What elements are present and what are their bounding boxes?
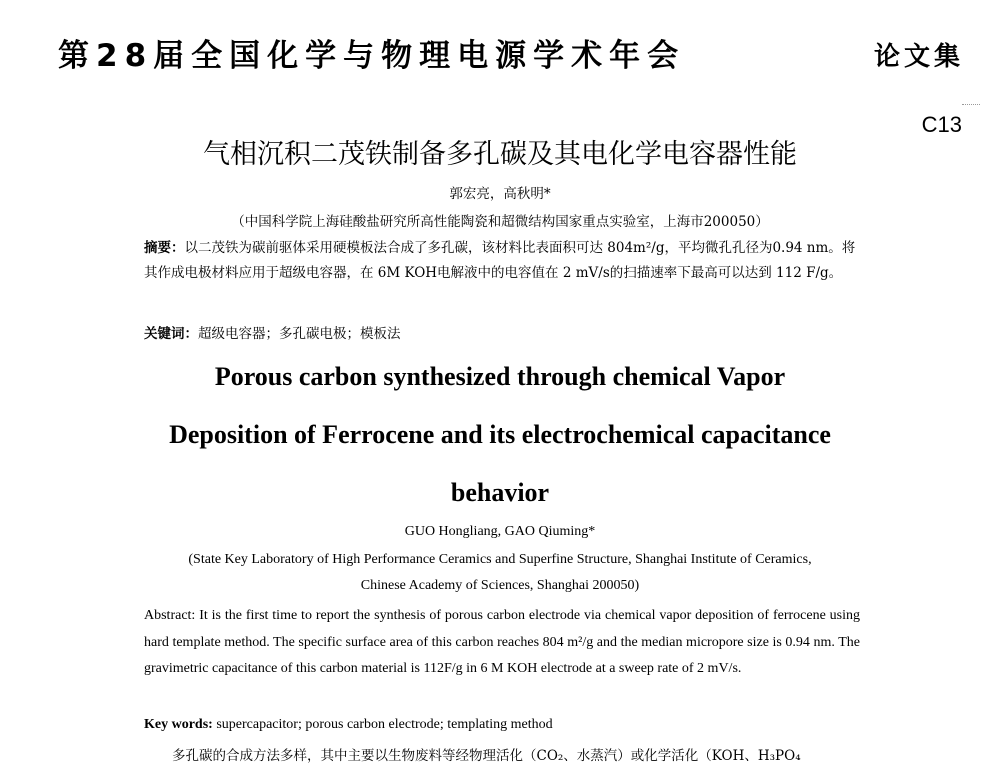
english-authors: GUO Hongliang, GAO Qiuming* [404, 524, 596, 539]
chinese-keywords-label: 关键词： [144, 326, 198, 342]
chinese-abstract-text: 以二茂铁为碳前驱体采用硬模板法合成了多孔碳，该材料比表面积可达 804m²/g，平均微孔孔径为0.94 nm。将其作成电极材料应用于超级电容器，在 6M KOH电解液中的电容值在 2 mV/s的扫描速率下最高可以达到 112 F/g。 [144, 240, 856, 281]
margin-dots [962, 104, 980, 106]
chinese-affiliation: （中国科学院上海硅酸盐研究所高性能陶瓷和超微结构国家重点实验室，上海市200050） [231, 214, 769, 230]
english-title-line-1: Porous carbon synthesized through chemical Vapor [214, 362, 786, 391]
english-keywords-label: Key words: [144, 717, 213, 732]
conference-title: 第28届全国化学与物理电源学术年会 [58, 38, 686, 74]
english-abstract-text: It is the first time to report the synthesis of porous carbon electrode via chemical vapor deposition of ferrocene using hard template method. The specific surface area of this carbon reaches 804 m²/g and the median micropore size is 0.94 nm. The gravimetric capacitance of this carbon material is 112F/g in 6 M KOH electrode at a sweep rate of 2 mV/s. [144, 608, 860, 676]
english-affiliation-line-1: (State Key Laboratory of High Performance Ceramics and Superfine Structure, Shanghai Institute of Ceramics, [188, 552, 812, 567]
chinese-abstract-label: 摘要： [144, 240, 185, 256]
english-title-line-3: behavior [450, 478, 550, 507]
body-first-line: 多孔碳的合成方法多样，其中主要以生物废料等经物理活化（CO₂、水蒸汽）或化学活化（KOH、H₃PO₄ [172, 748, 801, 764]
english-abstract-label: Abstract: [144, 608, 196, 623]
proceedings-label: 论文集 [873, 42, 964, 72]
english-affiliation-line-2: Chinese Academy of Sciences, Shanghai 200050) [360, 578, 640, 593]
chinese-abstract [144, 236, 864, 286]
english-keywords [144, 717, 553, 733]
chinese-title: 气相沉积二茂铁制备多孔碳及其电化学电容器性能 [203, 139, 797, 170]
english-abstract [144, 603, 860, 683]
chinese-keywords-text: 超级电容器；多孔碳电极；模板法 [198, 326, 401, 342]
english-keywords-text: supercapacitor; porous carbon electrode; templating method [216, 717, 553, 732]
english-title-line-2: Deposition of Ferrocene and its electrochemical capacitance [169, 420, 831, 449]
chinese-authors: 郭宏亮，高秋明* [449, 186, 551, 202]
chinese-keywords [144, 322, 401, 342]
paper-code: C13 [921, 112, 962, 137]
